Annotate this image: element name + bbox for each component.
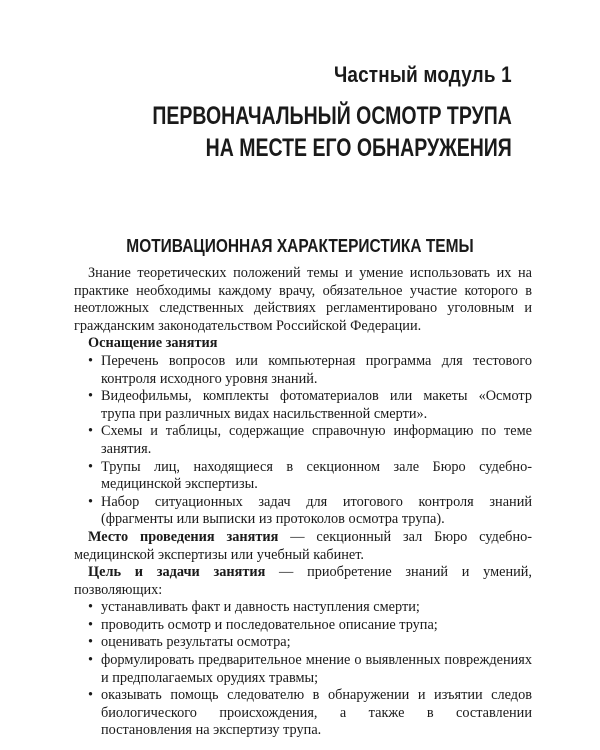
bullet-icon: •	[88, 352, 94, 369]
list-item: • Набор ситуационных задач для итогового контроля знаний (фрагменты или выписки из протоколов осмотра трупа).	[88, 493, 532, 528]
intro-paragraph: Знание теоретических положений темы и умение использовать их на практике необходимы каждому врачу, обязательное участие которого в неотложных следственных действиях регламентировано уголовным и гражданским законодательством Российской Федерации.	[74, 265, 532, 334]
bullet-icon: •	[88, 687, 94, 704]
module-title-line-1: ПЕРВОНАЧАЛЬНЫЙ ОСМОТР ТРУПА	[152, 102, 512, 130]
location-paragraph	[74, 529, 532, 564]
list-item: • Видеофильмы, комплекты фотоматериалов или макеты «Осмотр трупа при различных видах насильственной смерти».	[88, 388, 532, 422]
list-item: • оценивать результаты осмотра;	[88, 634, 291, 651]
goals-paragraph	[74, 564, 532, 599]
equipment-heading: Оснащение занятия	[88, 335, 218, 352]
list-item: • устанавливать факт и давность наступления смерти;	[88, 599, 420, 616]
location-text: — секционный зал Бюро судебно-медицинской экспертизы или учебный кабинет.	[74, 528, 532, 563]
bullet-icon: •	[88, 599, 94, 616]
document-body	[74, 265, 532, 740]
goals-label: Цель и задачи занятия	[88, 564, 266, 581]
module-title	[153, 100, 512, 164]
bullet-icon: •	[88, 616, 94, 633]
list-item: • Перечень вопросов или компьютерная программа для тестового контроля исходного уровня знаний.	[88, 352, 532, 387]
goals-list	[88, 599, 532, 740]
bullet-icon: •	[88, 423, 94, 440]
equipment-list	[88, 353, 532, 529]
goals-text: — приобретение знаний и умений, позволяющих:	[74, 564, 532, 598]
list-item: • Трупы лиц, находящиеся в секционном зале Бюро судебно-медицинской экспертизы.	[88, 458, 532, 493]
list-item: • Схемы и таблицы, содержащие справочную информацию по теме занятия.	[88, 423, 532, 457]
location-label: Место проведения занятия	[88, 528, 279, 545]
bullet-icon: •	[88, 493, 94, 510]
bullet-icon: •	[88, 388, 94, 405]
section-heading: МОТИВАЦИОННАЯ ХАРАКТЕРИСТИКА ТЕМЫ	[126, 236, 474, 256]
bullet-icon: •	[88, 458, 94, 475]
bullet-icon: •	[88, 652, 94, 669]
list-item: • оказывать помощь следователю в обнаружении и изъятии следов биологического происхождения, а также в составлении постановления на экспертизу трупа.	[88, 687, 532, 739]
list-item: • проводить осмотр и последовательное описание трупа;	[88, 616, 438, 633]
bullet-icon: •	[88, 634, 94, 651]
list-item: • формулировать предварительное мнение о выявленных повреждениях и предполагаемых орудиях травмы;	[88, 652, 532, 686]
module-label: Частный модуль 1	[334, 62, 512, 87]
module-title-line-2: НА МЕСТЕ ЕГО ОБНАРУЖЕНИЯ	[205, 134, 512, 162]
